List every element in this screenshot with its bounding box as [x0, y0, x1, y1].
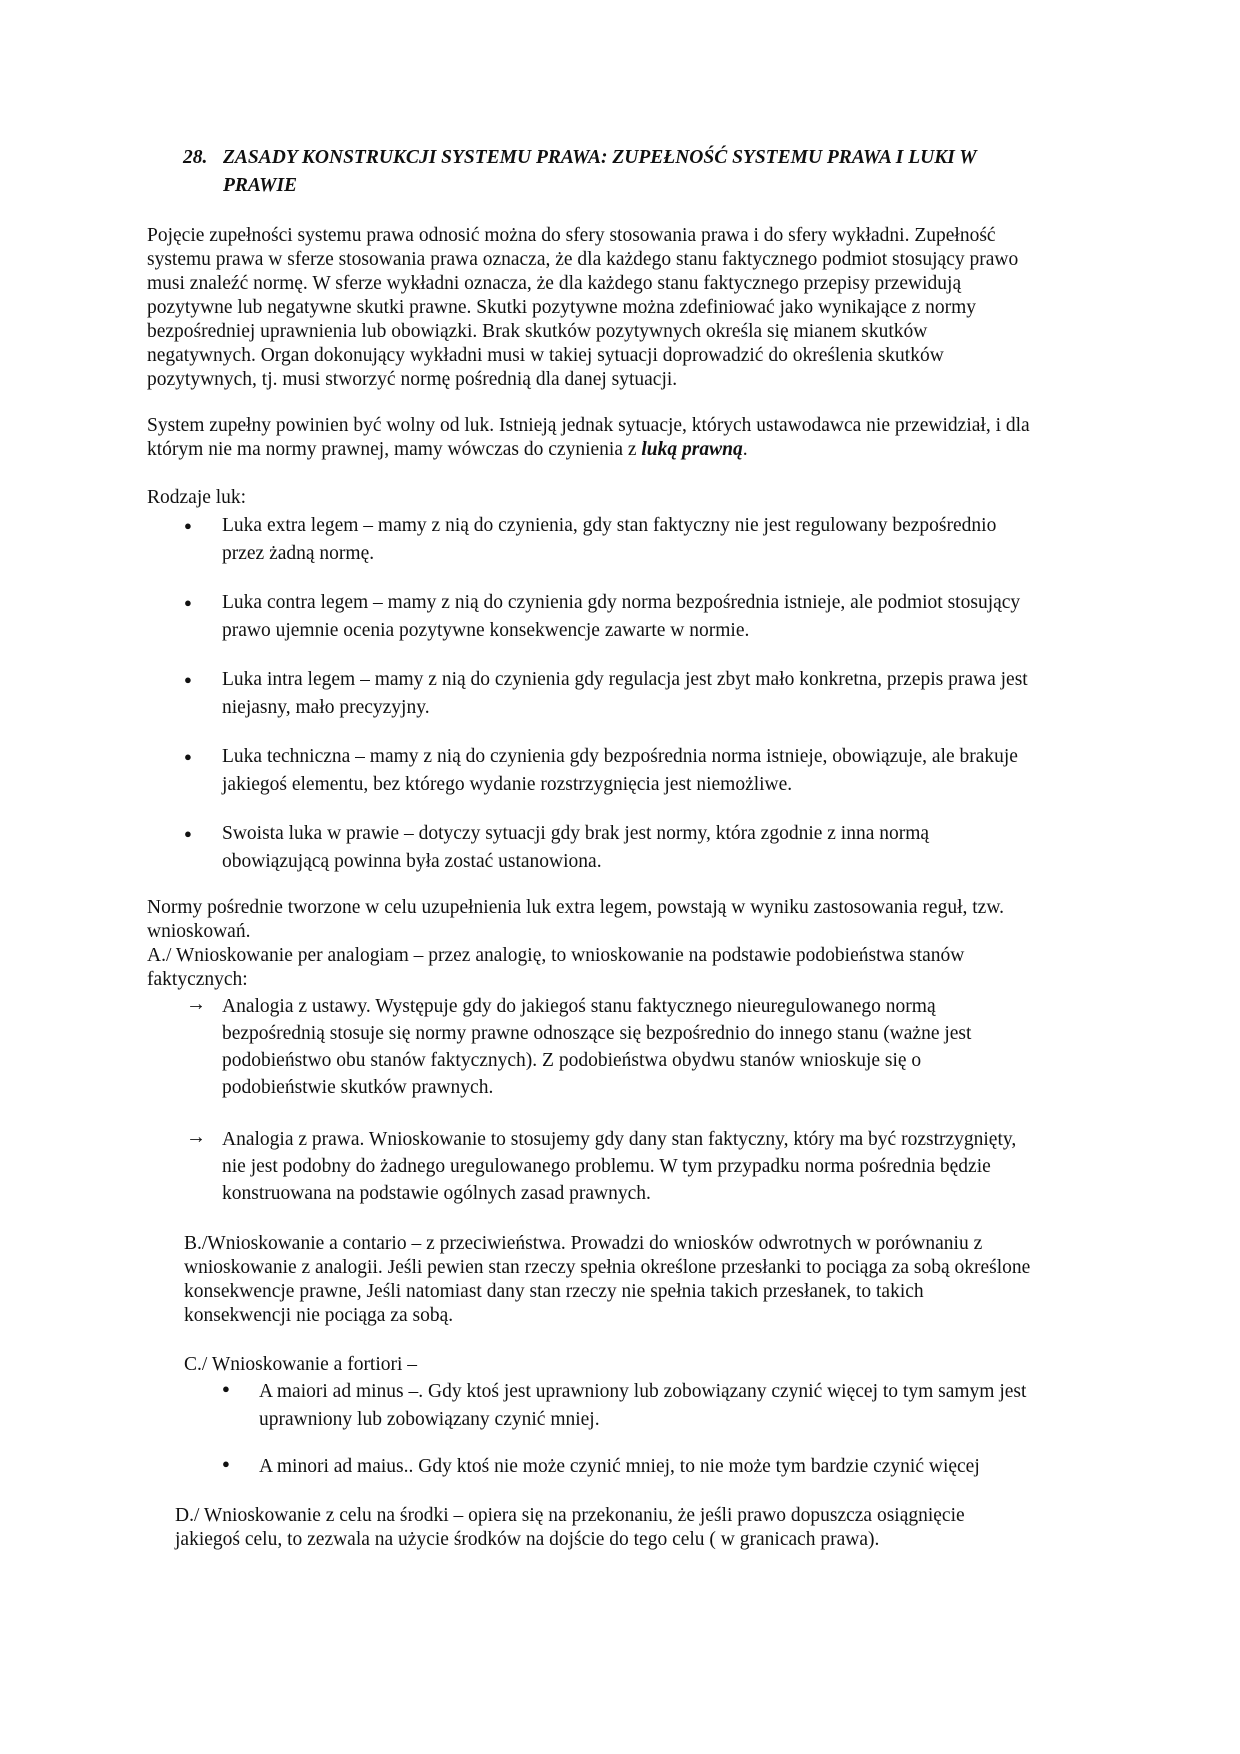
paragraph-gaps [147, 414, 1107, 462]
text-line: pozytywne lub negatywne skutki prawne. Skutki pozytywne można zdefiniować jako wynikające z normy [147, 297, 977, 318]
list-item-line: Luka extra legem – mamy z nią do czynienia, gdy stan faktyczny nie jest regulowany bezpośrednio [222, 515, 997, 536]
list-item-line: Luka intra legem – mamy z nią do czynienia gdy regulacja jest zbyt mało konkretna, przepis prawa jest [222, 669, 1028, 690]
list-item [160, 512, 1100, 568]
bullet-icon: ● [184, 826, 192, 841]
text-line: Normy pośrednie tworzone w celu uzupełnienia luk extra legem, powstają w wyniku zastosowania reguł, tzw. [147, 897, 1005, 918]
list-item [160, 589, 1100, 645]
list-item [160, 666, 1100, 722]
bullet-icon: ● [184, 749, 192, 764]
arrow-icon: → [186, 1126, 206, 1148]
emphasis-term: luką prawną [641, 439, 743, 460]
list-item-line: niejasny, mało precyzyjny. [222, 697, 430, 718]
list-item-line: Luka contra legem – mamy z nią do czynienia gdy norma bezpośrednia istnieje, ale podmiot stosujący [222, 592, 1021, 613]
text-line: Pojęcie zupełności systemu prawa odnosić można do sfery stosowania prawa i do sfery wykładni. Zupełność [147, 225, 996, 246]
list-item [259, 1378, 1099, 1434]
text-line: A./ Wnioskowanie per analogiam – przez analogię, to wnioskowanie na podstawie podobieństwa stanów [147, 945, 965, 966]
bullet-icon: ● [184, 672, 192, 687]
paragraph-completeness [147, 224, 1107, 392]
bullet-icon: ● [222, 1456, 230, 1471]
text-line: wnioskowanie z analogii. Jeśli pewien stan rzeczy spełnia określone przesłanki to pociąga za sobą określone [184, 1257, 1031, 1278]
bullet-icon: ● [184, 518, 192, 533]
text-line: wnioskowań. [147, 921, 251, 942]
text-span: . [742, 439, 748, 460]
text-line: B./Wnioskowanie a contario – z przeciwieństwa. Prowadzi do wniosków odwrotnych w porównaniu z [184, 1233, 983, 1254]
text-line: System zupełny powinien być wolny od luk. Istnieją jednak sytuacje, których ustawodawca nie przewidział, i dla [147, 415, 1030, 436]
text-line: negatywnych. Organ dokonujący wykładni musi w takiej sytuacji doprowadzić do określenia skutków [147, 345, 944, 366]
list-item-line: uprawniony lub zobowiązany czynić mniej. [259, 1409, 600, 1430]
paragraph-inferences [147, 896, 1107, 992]
title-line-1: ZASADY KONSTRUKCJI SYSTEMU PRAWA: ZUPEŁNOŚĆ SYSTEMU PRAWA I LUKI W [223, 147, 977, 168]
paragraph-end-to-means [175, 1504, 1105, 1552]
list-item-line: Luka techniczna – mamy z nią do czynienia gdy bezpośrednia norma istnieje, obowiązuje, ale brakuje [222, 746, 1018, 767]
text-line: bezpośrednią stosuje się normy prawne odnoszące się bezpośrednio do innego stanu (ważne jest [222, 1023, 972, 1044]
list-item-line: prawo ujemnie ocenia pozytywne konsekwencje zawarte w normie. [222, 620, 750, 641]
arrow-icon: → [186, 993, 206, 1015]
page-title [183, 144, 1083, 200]
text-line: musi znaleźć normę. W sferze wykładni oznacza, że dla każdego stanu faktycznego przepisy przewidują [147, 273, 962, 294]
text-line: Analogia z ustawy. Występuje gdy do jakiegoś stanu faktycznego nieuregulowanego normą [222, 996, 936, 1017]
analogy-law [222, 1126, 1102, 1207]
text-line: Analogia z prawa. Wnioskowanie to stosujemy gdy dany stan faktyczny, który ma być rozstrzygnięty, [222, 1129, 1017, 1150]
list-item [160, 820, 1100, 876]
list-item-line: obowiązującą powinna była zostać ustanowiona. [222, 851, 602, 872]
bullet-icon: ● [222, 1381, 230, 1396]
list-item [259, 1453, 1099, 1481]
text-line: pozytywnych, tj. musi stworzyć normę pośrednią dla danej sytuacji. [147, 369, 678, 390]
text-line [147, 438, 1107, 462]
text-line: systemu prawa w sferze stosowania prawa oznacza, że dla każdego stanu faktycznego podmiot stosujący prawo [147, 249, 1019, 270]
list-item-line: jakiegoś elementu, bez którego wydanie rozstrzygnięcia jest niemożliwe. [222, 774, 793, 795]
text-line: konsekwencji nie pociąga za sobą. [184, 1305, 454, 1326]
list-item-line: Swoista luka w prawie – dotyczy sytuacji gdy brak jest normy, która zgodnie z inna normą [222, 823, 930, 844]
title-number: 28. [183, 147, 208, 168]
list-item [160, 743, 1100, 799]
text-line: bezpośredniej uprawnienia lub obowiązki. Brak skutków pozytywnych określa się mianem skutków [147, 321, 928, 342]
text-line: D./ Wnioskowanie z celu na środki – opiera się na przekonaniu, że jeśli prawo dopuszcza osiągnięcie [175, 1505, 965, 1526]
paragraph-a-contrario [184, 1232, 1104, 1328]
analogy-statute [222, 993, 1102, 1101]
text-line: konstruowana na podstawie ogólnych zasad prawnych. [222, 1183, 651, 1204]
list-item-line: A minori ad maius.. Gdy ktoś nie może czynić mniej, to nie może tym bardzie czynić więcej [259, 1456, 980, 1477]
list-item-line: A maiori ad minus –. Gdy ktoś jest uprawniony lub zobowiązany czynić więcej to tym samym jest [259, 1381, 1027, 1402]
text-line: nie jest podobny do żadnego uregulowanego problemu. W tym przypadku norma pośrednia będzie [222, 1156, 991, 1177]
bullet-icon: ● [184, 595, 192, 610]
paragraph-a-fortiori: C./ Wnioskowanie a fortiori – [184, 1354, 418, 1375]
title-line-2: PRAWIE [223, 175, 298, 196]
text-line: faktycznych: [147, 969, 248, 990]
text-line: jakiegoś celu, to zezwala na użycie środków na dojście do tego celu ( w granicach prawa). [175, 1529, 880, 1550]
text-line: podobieństwie skutków prawnych. [222, 1077, 494, 1098]
text-line: konsekwencje prawne, Jeśli natomiast dany stan rzeczy nie spełnia takich przesłanek, to takich [184, 1281, 924, 1302]
text-line: podobieństwo obu stanów faktycznych). Z podobieństwa obydwu stanów wnioskuje się o [222, 1050, 922, 1071]
types-heading: Rodzaje luk: [147, 487, 247, 508]
text-span: którym nie ma normy prawnej, mamy wówczas do czynienia z [147, 439, 642, 460]
list-item-line: przez żadną normę. [222, 543, 375, 564]
